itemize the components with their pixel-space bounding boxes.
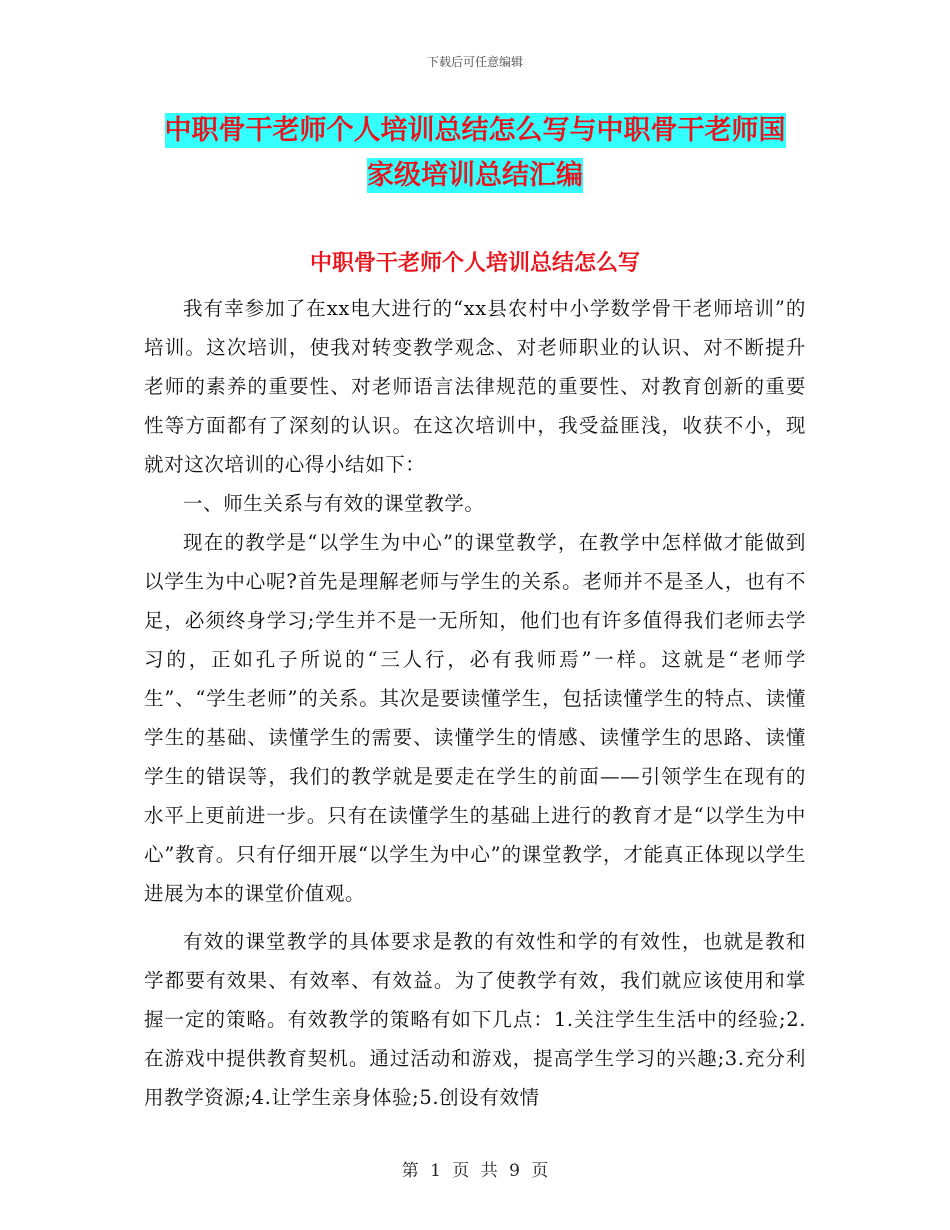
- body-text: [144, 289, 806, 1117]
- document-title: [0, 108, 950, 198]
- paragraph-student-centered: 现在的教学是“以学生为中心”的课堂教学，在教学中怎样做才能做到以学生为中心呢?首先是理解老师与学生的关系。老师并不是圣人，也有不足，必须终身学习;学生并不是一无所知，他们也有许多值得我们老师去学习的，正如孔子所说的“三人行，必有我师焉”一样。这就是“老师学生”、“学生老师”的关系。其次是要读懂学生，包括读懂学生的特点、读懂学生的基础、读懂学生的需要、读懂学生的情感、读懂学生的思路、读懂学生的错误等，我们的教学就是要走在学生的前面——引领学生在现有的水平上更前进一步。只有在读懂学生的基础上进行的教育才是“以学生为中心”教育。只有仔细开展“以学生为中心”的课堂教学，才能真正体现以学生进展为本的课堂价值观。: [144, 531, 806, 905]
- paragraph-intro: 我有幸参加了在xx电大进行的“xx县农村中小学数学骨干老师培训”的培训。这次培训，使我对转变教学观念、对老师职业的认识、对不断提升老师的素养的重要性、对老师语言法律规范的重要性、对教育创新的重要性等方面都有了深刻的认识。在这次培训中，我受益匪浅，收获不小，现就对这次培训的心得小结如下：: [144, 297, 806, 476]
- document-title-line-2: 家级培训总结汇编: [367, 160, 583, 191]
- paragraph-heading-1: 一、师生关系与有效的课堂教学。: [183, 492, 485, 515]
- document-title-line-1: 中职骨干老师个人培训总结怎么写与中职骨干老师国: [164, 115, 786, 146]
- header-note: 下载后可任意编辑: [426, 55, 523, 69]
- paragraph-effective-teaching: 有效的课堂教学的具体要求是教的有效性和学的有效性，也就是教和学都要有效果、有效率、有效益。为了使教学有效，我们就应该使用和掌握一定的策略。有效教学的策略有如下几点：1.关注学生生活中的经验;2.在游戏中提供教育契机。通过活动和游戏，提高学生学习的兴趣;3.充分利用教学资源;4.让学生亲身体验;5.创设有效情: [144, 930, 806, 1109]
- page-footer: 第 1 页 共 9 页: [401, 1161, 549, 1181]
- section-title: 中职骨干老师个人培训总结怎么写: [309, 251, 640, 276]
